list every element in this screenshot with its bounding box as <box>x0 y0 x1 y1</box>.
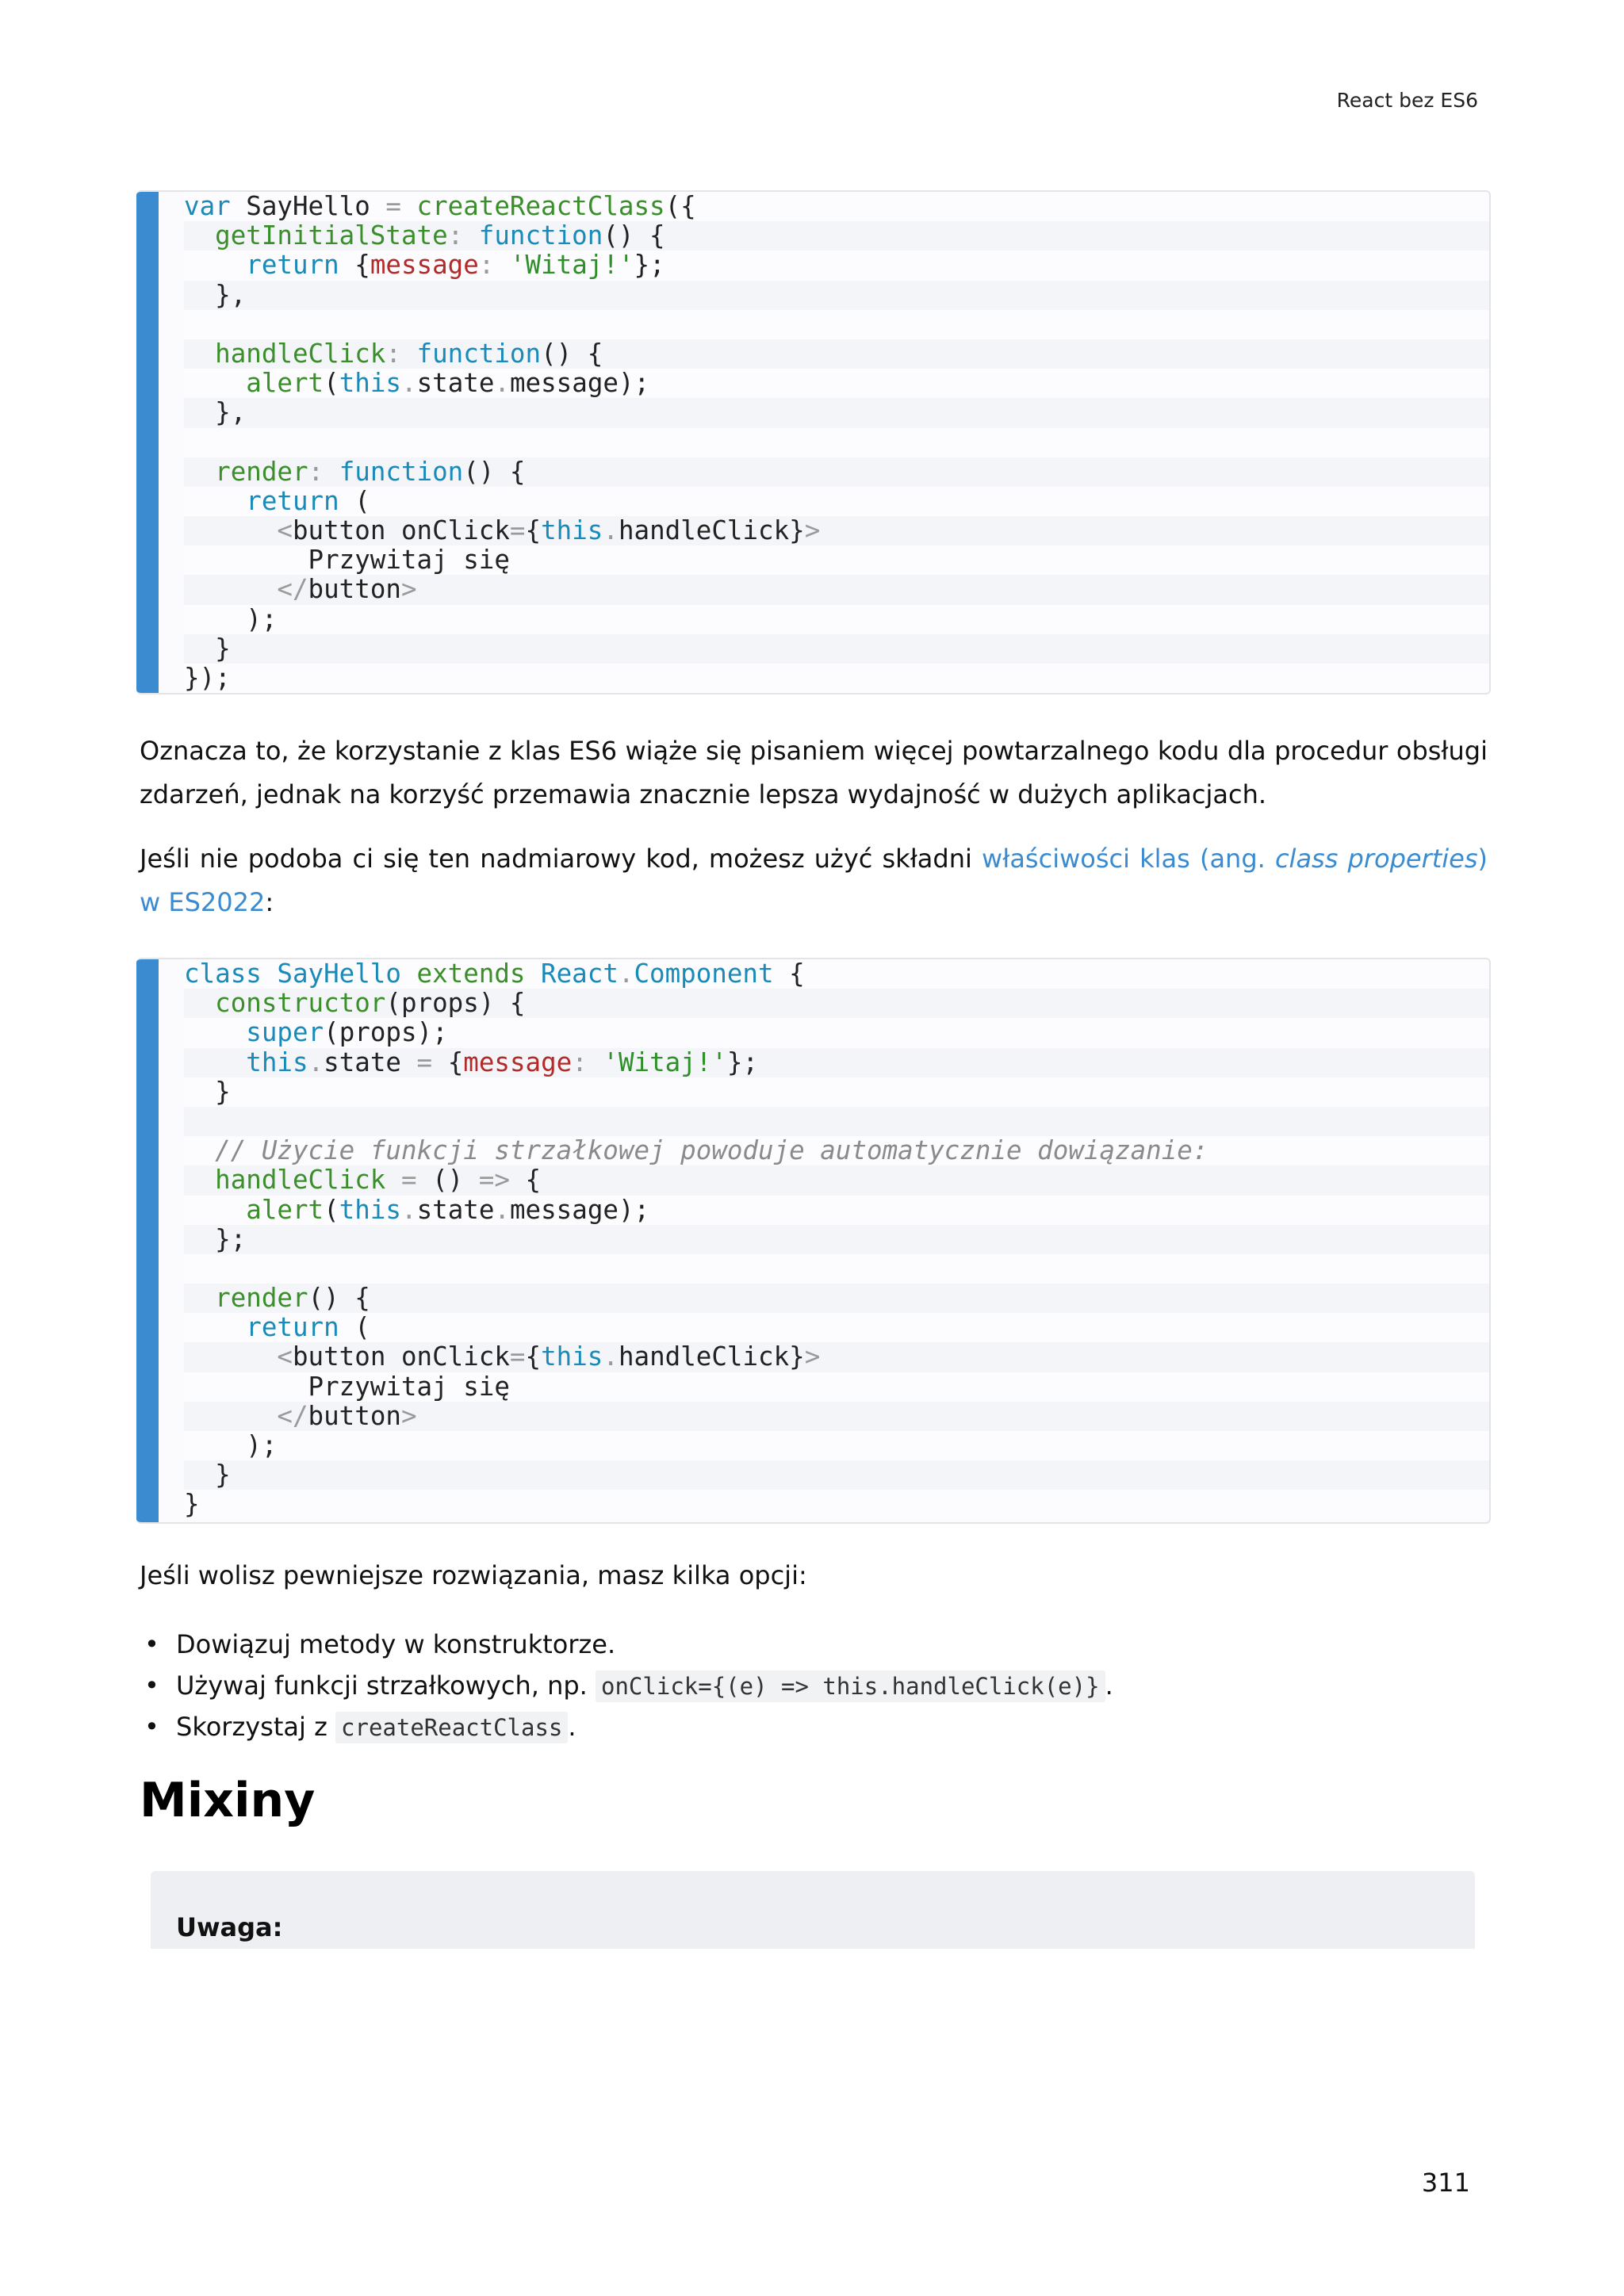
code-token: => <box>478 1165 510 1196</box>
code-token: { <box>773 959 805 989</box>
code-line <box>184 1254 1489 1284</box>
code-token: this <box>541 515 603 546</box>
code-token: Przywitaj się <box>184 1371 510 1402</box>
code-token: ); <box>184 603 278 634</box>
code-token: message <box>509 368 619 399</box>
code-token: </ <box>277 1400 308 1431</box>
code-token: . <box>603 1341 619 1372</box>
code-line <box>184 398 1489 427</box>
code-token: createReactClass <box>400 191 665 221</box>
list-item-text: Dowiązuj metody w konstruktorze. <box>176 1629 616 1659</box>
bullet-icon: • <box>144 1629 159 1659</box>
code-token: // Użycie funkcji strzałkowej powoduje automatycznie dowiązanie: <box>215 1135 1208 1166</box>
list-item <box>140 1706 1113 1747</box>
code-token: () { <box>308 1283 370 1314</box>
code-token: ); <box>618 368 650 399</box>
paragraph-es6-boilerplate: Oznacza to, że korzystanie z klas ES6 wiąże się pisaniem więcej powtarzalnego kodu dla procedur obsługi zdarzeń, jednak na korzyść przemawia znacznie lepsza wydajność w dużych aplikacjach. <box>140 736 1488 809</box>
code-token: = <box>385 191 401 221</box>
code-token: () <box>432 1165 479 1196</box>
list-item-text: Skorzystaj z <box>176 1712 336 1742</box>
list-item <box>140 1624 1113 1665</box>
code-line <box>184 1048 1489 1077</box>
code-token: = <box>416 1047 433 1077</box>
code-token: class <box>184 959 262 989</box>
code-token: . <box>400 1194 417 1225</box>
code-token <box>184 1165 215 1195</box>
code-line <box>184 369 1489 398</box>
code-lines <box>136 192 1489 693</box>
code-line <box>184 605 1489 634</box>
page-number: 311 <box>1421 2168 1470 2198</box>
code-token: > <box>804 1341 821 1372</box>
code-line <box>184 457 1489 487</box>
code-token: < <box>277 515 293 546</box>
code-token <box>184 368 246 398</box>
paragraph-text: : <box>265 887 274 917</box>
bullet-icon: • <box>144 1712 159 1742</box>
code-token: render <box>215 456 308 487</box>
code-token: . <box>400 368 417 399</box>
code-token: var <box>184 191 231 221</box>
code-token: : <box>308 456 339 487</box>
code-token: Przywitaj się <box>184 545 510 576</box>
options-list <box>140 1624 1113 1747</box>
code-line <box>184 1107 1489 1136</box>
code-token: handleClick <box>215 338 386 369</box>
code-line <box>184 1460 1489 1490</box>
code-line <box>184 1284 1489 1313</box>
code-line <box>184 1225 1489 1254</box>
code-line <box>184 1490 1489 1519</box>
code-token <box>184 1341 277 1372</box>
code-token: return <box>246 250 339 281</box>
code-token <box>184 220 215 251</box>
list-item-text: . <box>568 1712 576 1742</box>
paragraph-text: Jeśli nie podoba ci się ten nadmiarowy kod, możesz użyć składni <box>140 844 982 874</box>
code-line <box>184 1372 1489 1402</box>
code-token: super <box>246 1017 324 1048</box>
code-token: ( <box>339 1312 370 1343</box>
code-token: button <box>308 1400 401 1431</box>
code-block-es6-class <box>136 958 1491 1524</box>
code-token: state <box>416 1194 495 1225</box>
code-token: { <box>339 250 370 281</box>
list-item-text: Używaj funkcji strzałkowych, np. <box>176 1670 596 1701</box>
code-token: ({ <box>665 191 696 221</box>
code-token <box>184 457 215 487</box>
code-token: ( <box>324 1194 339 1225</box>
code-line <box>184 664 1489 693</box>
inline-code: createReactClass <box>335 1712 568 1743</box>
code-token: . <box>308 1047 324 1077</box>
code-token <box>184 988 215 1018</box>
code-token: { <box>509 1165 542 1196</box>
code-line <box>184 545 1489 575</box>
code-token: ( <box>324 368 339 399</box>
code-token: }); <box>184 663 231 693</box>
code-line <box>184 1313 1489 1342</box>
code-token <box>184 1283 215 1313</box>
code-line <box>184 634 1489 664</box>
code-line <box>184 1431 1489 1460</box>
code-token: button onClick <box>292 515 510 546</box>
code-token <box>184 574 277 604</box>
code-token: : <box>478 250 510 281</box>
code-token <box>184 1135 215 1165</box>
code-token <box>184 1017 246 1047</box>
code-token <box>184 1401 277 1431</box>
code-line <box>184 1077 1489 1107</box>
code-line <box>184 251 1489 280</box>
code-token: button <box>308 574 401 605</box>
code-token: return <box>246 1312 339 1343</box>
code-token: ); <box>184 1430 278 1460</box>
code-token: }; <box>184 1223 247 1254</box>
code-line <box>184 310 1489 339</box>
code-token <box>184 1195 246 1225</box>
code-lines <box>136 959 1489 1520</box>
inline-code: onClick={(e) => this.handleClick(e)} <box>596 1670 1105 1702</box>
code-token: function <box>339 456 464 487</box>
code-token: > <box>400 574 417 605</box>
code-token: state <box>416 368 495 399</box>
code-token: message <box>509 1194 619 1225</box>
code-token: React <box>525 959 619 989</box>
code-token: = <box>385 1165 433 1196</box>
code-token <box>184 1047 246 1077</box>
code-token: }, <box>184 397 247 428</box>
code-token: > <box>804 515 821 546</box>
paragraph-class-properties <box>140 837 1488 924</box>
code-token: . <box>603 515 619 546</box>
code-token: SayHello <box>230 191 386 221</box>
code-token: render <box>215 1283 308 1314</box>
code-token: : <box>447 220 479 251</box>
code-token: . <box>494 368 510 399</box>
code-line <box>184 1402 1489 1431</box>
code-token: }; <box>726 1047 759 1077</box>
code-token: function <box>416 338 542 369</box>
code-token: Component <box>634 959 774 989</box>
code-token: SayHello <box>261 959 417 989</box>
note-label: Uwaga: <box>176 1912 283 1942</box>
code-token: 'Witaj!' <box>509 250 634 281</box>
code-token: > <box>400 1400 417 1431</box>
code-line <box>184 192 1489 221</box>
note-box <box>151 1871 1475 1949</box>
code-token: } <box>184 1489 200 1520</box>
code-token: (props) { <box>385 988 526 1019</box>
code-line <box>184 1196 1489 1225</box>
code-token: this <box>339 1194 401 1225</box>
code-token: { <box>525 515 542 546</box>
code-token: . <box>618 959 634 989</box>
code-token: }, <box>184 279 247 310</box>
code-token: alert <box>246 1194 324 1225</box>
code-token: { <box>432 1047 464 1077</box>
code-token: function <box>478 220 603 251</box>
code-token: handleClick <box>215 1165 386 1196</box>
code-token: : <box>385 338 417 369</box>
code-token: } <box>184 1076 231 1107</box>
code-line <box>184 221 1489 251</box>
code-token <box>184 250 246 280</box>
code-block-accent-bar <box>136 192 159 693</box>
code-token: handleClick} <box>618 515 805 546</box>
code-token: = <box>509 515 526 546</box>
code-token: ); <box>618 1194 650 1225</box>
code-token: } <box>184 633 231 664</box>
code-token <box>184 486 246 516</box>
code-token <box>184 339 215 369</box>
code-line <box>184 1136 1489 1165</box>
code-token: (props); <box>324 1017 448 1048</box>
code-token: () { <box>603 220 665 251</box>
link-text: właściwości klas (ang. <box>982 844 1275 874</box>
code-token: = <box>509 1341 526 1372</box>
code-line <box>184 281 1489 310</box>
code-token: this <box>246 1047 308 1077</box>
code-line <box>184 959 1489 989</box>
code-line <box>184 516 1489 545</box>
code-line <box>184 428 1489 457</box>
list-item <box>140 1665 1113 1706</box>
section-heading: Mixiny <box>140 1773 316 1828</box>
link-text-italic: class properties <box>1274 844 1478 874</box>
code-token: < <box>277 1341 293 1372</box>
code-token: ( <box>339 485 370 516</box>
code-token: message <box>370 250 479 281</box>
list-item-text: . <box>1105 1670 1113 1701</box>
code-line <box>184 487 1489 516</box>
code-token: alert <box>246 368 324 399</box>
code-token: getInitialState <box>215 220 448 251</box>
running-header: React bez ES6 <box>1336 89 1478 112</box>
paragraph-options-intro: Jeśli wolisz pewniejsze rozwiązania, masz kilka opcji: <box>140 1560 807 1590</box>
code-token: } <box>184 1460 231 1490</box>
code-line <box>184 339 1489 369</box>
code-token: 'Witaj!' <box>603 1047 727 1077</box>
code-token: extends <box>416 959 526 989</box>
code-line <box>184 1165 1489 1195</box>
code-line <box>184 575 1489 604</box>
code-line <box>184 1018 1489 1047</box>
code-line <box>184 989 1489 1018</box>
code-token: this <box>339 368 401 399</box>
code-token <box>184 515 277 545</box>
code-token: . <box>494 1194 510 1225</box>
code-block-create-react-class <box>136 190 1491 695</box>
code-token: </ <box>277 574 308 605</box>
code-token: constructor <box>215 988 386 1019</box>
code-token: state <box>324 1047 417 1077</box>
bullet-icon: • <box>144 1670 159 1701</box>
code-token: this <box>541 1341 603 1372</box>
code-line <box>184 1342 1489 1372</box>
code-token: () { <box>463 456 526 487</box>
code-token: { <box>525 1341 542 1372</box>
code-token <box>184 1312 246 1342</box>
code-token: () { <box>541 338 603 369</box>
code-token: handleClick} <box>618 1341 805 1372</box>
code-block-accent-bar <box>136 959 159 1522</box>
code-token: return <box>246 485 339 516</box>
code-token: button onClick <box>292 1341 510 1372</box>
link-text: ) w ES2022 <box>140 844 1488 917</box>
code-token: : <box>572 1047 603 1077</box>
code-token: message <box>463 1047 573 1077</box>
code-token: }; <box>634 250 665 281</box>
